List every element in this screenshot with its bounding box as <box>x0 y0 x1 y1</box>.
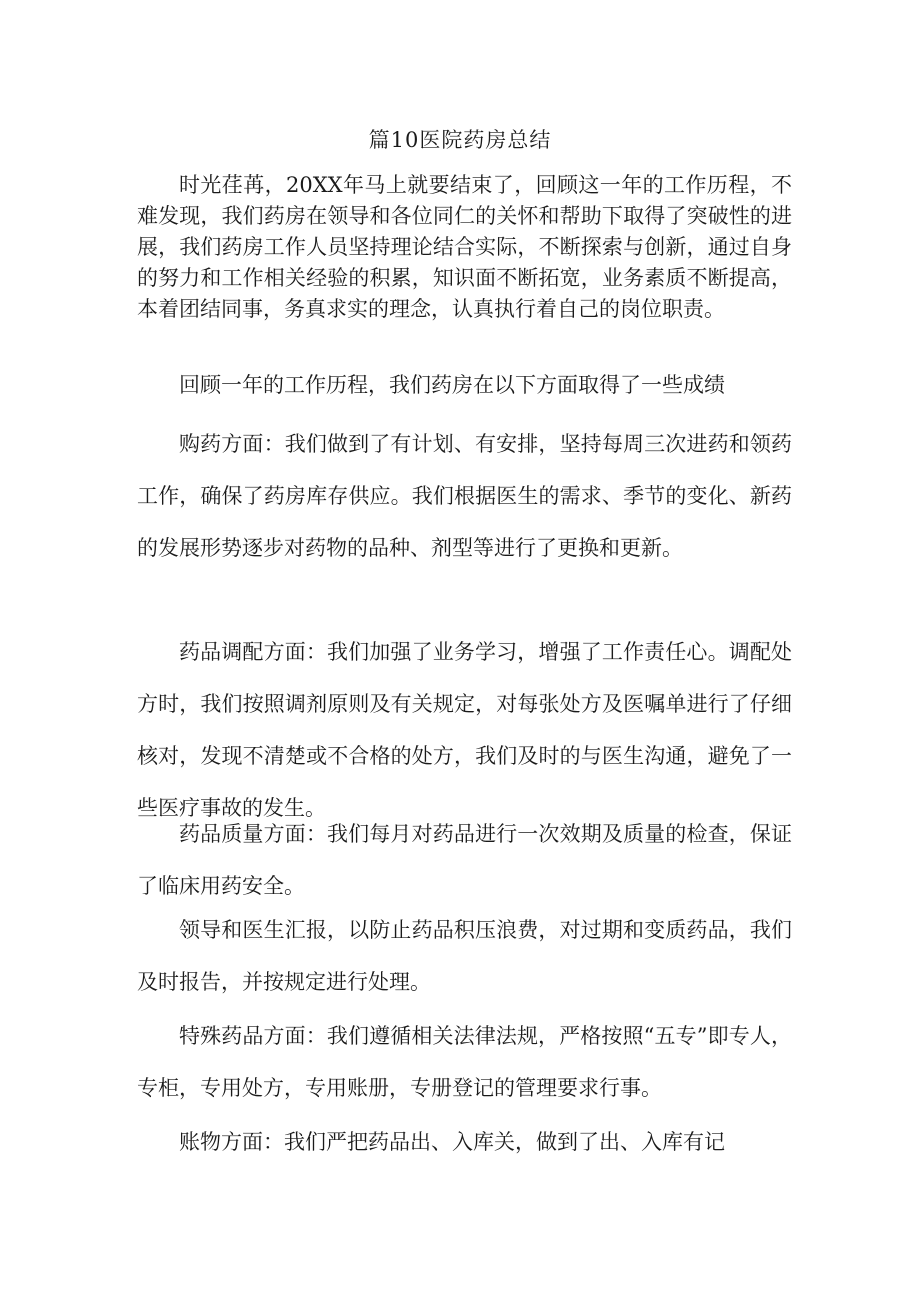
paragraph-purchasing: 购药方面：我们做到了有计划、有安排，坚持每周三次进药和领药工作，确保了药房库存供应。我们根据医生的需求、季节的变化、新药的发展形势逐步对药物的品种、剂型等进行了更换和更新。 <box>137 432 792 560</box>
document-title: 篇10医院药房总结 <box>368 128 552 152</box>
paragraph-reporting: 领导和医生汇报，以防止药品积压浪费，对过期和变质药品，我们及时报告，并按规定进行处理。 <box>137 918 792 994</box>
paragraph-intro: 时光荏苒，20XX年马上就要结束了，回顾这一年的工作历程，不难发现，我们药房在领导和各位同仁的关怀和帮助下取得了突破性的进展，我们药房工作人员坚持理论结合实际，不断探索与创新，通过自身的努力和工作相关经验的积累，知识面不断拓宽，业务素质不断提高，本着团结同事，务真求实的理念，认真执行着自己的岗位职责。 <box>137 173 792 321</box>
paragraph-special-drugs: 特殊药品方面：我们遵循相关法律法规，严格按照“五专”即专人，专柜，专用处方，专用账册，专册登记的管理要求行事。 <box>137 1024 792 1100</box>
paragraph-accounts: 账物方面：我们严把药品出、入库关，做到了出、入库有记 <box>179 1130 725 1154</box>
paragraph-dispensing: 药品调配方面：我们加强了业务学习，增强了工作责任心。调配处方时，我们按照调剂原则及有关规定，对每张处方及医嘱单进行了仔细核对，发现不清楚或不合格的处方，我们及时的与医生沟通，避免了一些医疗事故的发生。 <box>137 640 792 820</box>
paragraph-review-heading: 回顾一年的工作历程，我们药房在以下方面取得了一些成绩 <box>179 373 725 397</box>
paragraph-quality: 药品质量方面：我们每月对药品进行一次效期及质量的检查，保证了临床用药安全。 <box>137 822 792 898</box>
